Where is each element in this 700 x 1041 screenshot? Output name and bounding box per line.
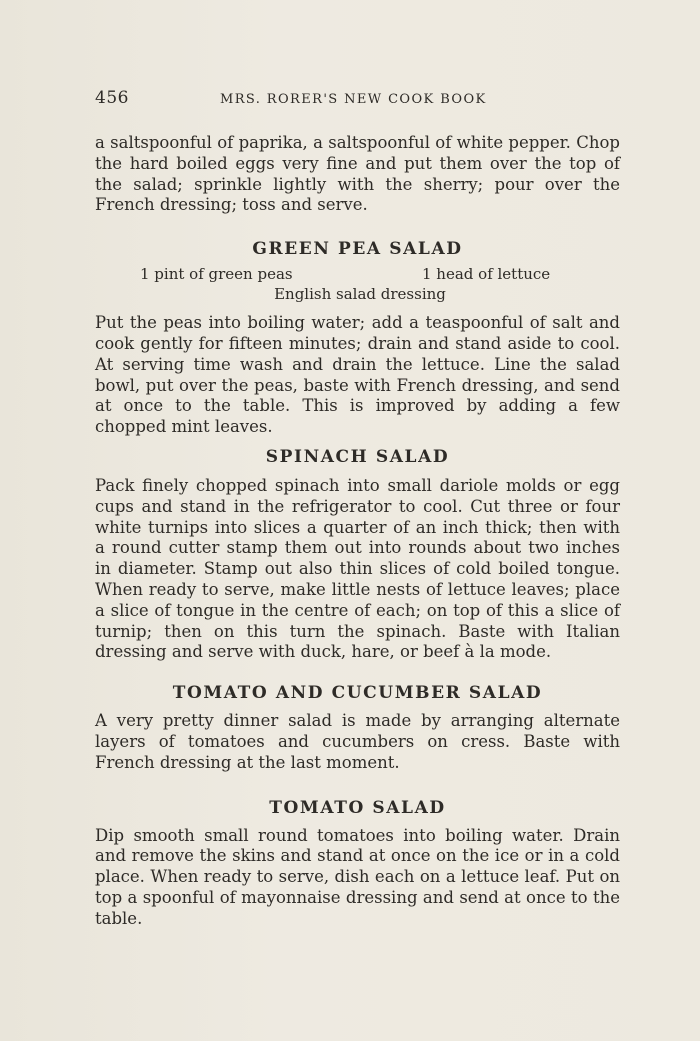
spinach-salad-title: SPINACH SALAD bbox=[265, 446, 450, 467]
green-pea-ingredients bbox=[95, 265, 620, 285]
tomato-salad-title: TOMATO SALAD bbox=[269, 797, 446, 818]
intro-paragraph: a saltspoonful of paprika, a saltspoonful of white pepper. Chop the hard boiled eggs very fine and put them over the top of the salad; sprinkle lightly with the sherry; pour over the French dressing; toss and serve. bbox=[95, 133, 620, 215]
ingredient-green-peas: 1 pint of green peas bbox=[140, 265, 293, 284]
page-number: 456 bbox=[95, 88, 129, 108]
ingredient-lettuce: 1 head of lettuce bbox=[422, 265, 551, 284]
tomato-cucumber-salad-text: A very pretty dinner salad is made by arranging alternate layers of tomatoes and cucumbers on cress. Baste with French dressing at the last moment. bbox=[95, 711, 620, 772]
running-title: MRS. RORER'S NEW COOK BOOK bbox=[220, 92, 487, 107]
spinach-salad-text: Pack finely chopped spinach into small dariole molds or egg cups and stand in the refrigerator to cool. Cut three or four white turnips into slices a quarter of an inch thick; then with a round cutter stamp them out into rounds about two inches in diameter. Stamp out also thin slices of cold boiled tongue. When ready to serve, make little nests of lettuce leaves; place a slice of tongue in the centre of each; on top of this a slice of turnip; then on this turn the spinach. Baste with Italian dressing and serve with duck, hare, or beef à la mode. bbox=[95, 475, 620, 662]
tomato-cucumber-salad-title: TOMATO AND CUCUMBER SALAD bbox=[172, 683, 543, 704]
page-header bbox=[95, 88, 620, 112]
green-pea-salad-text: Put the peas into boiling water; add a teaspoonful of salt and cook gently for fifteen minutes; drain and stand aside to cool. At serving time wash and drain the lettuce. Line the salad bowl, put over the peas, baste with French dressing, and send at once to the table. This is improved by adding a few chopped mint leaves. bbox=[95, 313, 620, 437]
page-content bbox=[95, 133, 620, 930]
green-pea-salad-title: GREEN PEA SALAD bbox=[252, 239, 463, 260]
tomato-salad-text: Dip smooth small round tomatoes into boiling water. Drain and remove the skins and stand at once on the ice or in a cold place. When ready to serve, dish each on a lettuce leaf. Put on top a spoonful of mayonnaise dressing and send at once to the table. bbox=[95, 825, 620, 928]
ingredient-dressing: English salad dressing bbox=[274, 285, 446, 304]
